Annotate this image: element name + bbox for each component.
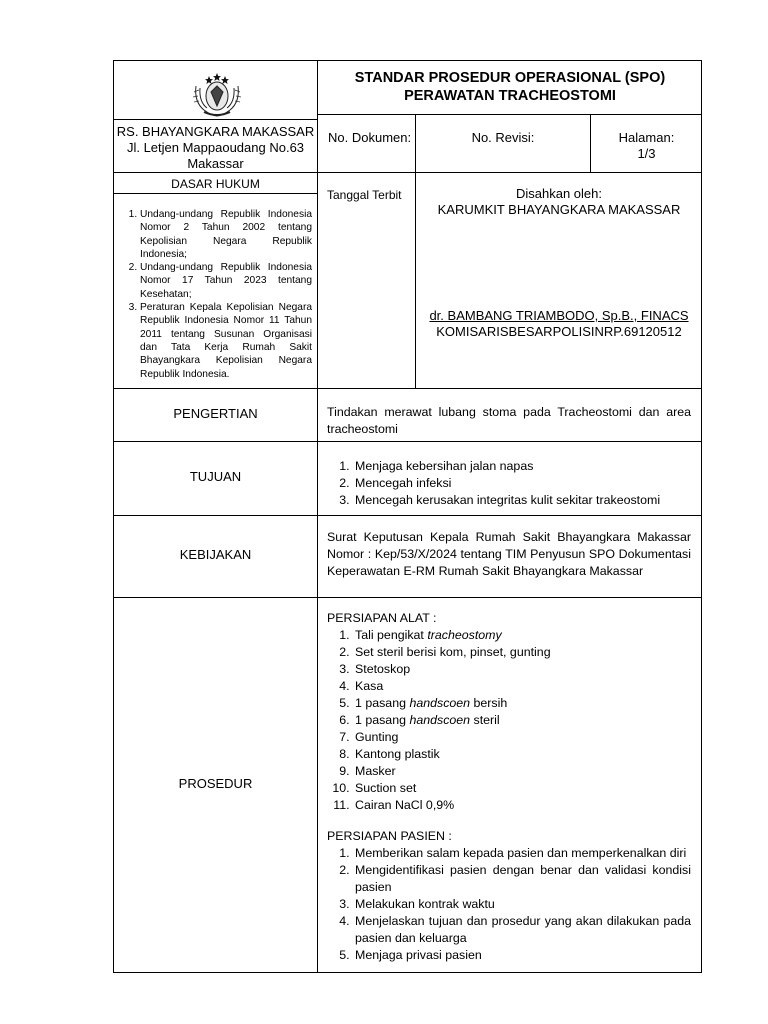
disahkan-org: KARUMKIT BHAYANGKARA MAKASSAR [437,202,681,217]
kebijakan-label: KEBIJAKAN [179,547,252,562]
persiapan-alat-item: 5. 1 pasang handscoen bersih [353,695,691,712]
persiapan-alat-item: 4. Kasa [353,678,691,695]
persiapan-alat-item: 11. Cairan NaCl 0,9% [353,797,691,814]
persiapan-alat-list [327,627,691,814]
persiapan-alat-item: 6. 1 pasang handscoen steril [353,712,691,729]
dasar-hukum-item: 1. Undang-undang Republik Indonesia Nomor 2 Tahun 2002 tentang Kepolisian Negara Republik Indonesia; [140,208,312,261]
persiapan-pasien-item: 5. Menjaga privasi pasien [353,947,691,964]
tujuan-item: 1. Menjaga kebersihan jalan napas [353,458,691,475]
persiapan-alat-item: 2. Set steril berisi kom, pinset, gunting [353,644,691,661]
pengertian-text: Tindakan merawat lubang stoma pada Tracheostomi dan area tracheostomi [327,405,691,436]
approval-block [416,186,702,218]
persiapan-alat-heading: PERSIAPAN ALAT : [327,611,437,625]
rule-tujuan [113,441,702,442]
rule-pengertian [113,388,702,389]
signer-name: dr. BAMBANG TRIAMBODO, Sp.B., FINACS [429,308,689,323]
signer-rank: KOMISARISBESARPOLISINRP.69120512 [436,324,682,339]
persiapan-alat-item: 1. Tali pengikat tracheostomy [353,627,691,644]
dasar-hukum-list [114,208,312,381]
tanggal-terbit-label: Tanggal Terbit [327,188,402,202]
signer-block [416,308,702,340]
persiapan-pasien-item: 3. Melakukan kontrak waktu [353,896,691,913]
halaman-label: Halaman: [618,130,675,145]
persiapan-alat-item: 3. Stetoskop [353,661,691,678]
tujuan-item: 2. Mencegah infeksi [353,475,691,492]
rule-meta-v1 [415,114,416,389]
persiapan-pasien-item: 1. Memberikan salam kepada pasien dan memperkenalkan diri [353,845,691,862]
title-line-2: PERAWATAN TRACHEOSTOMI [404,88,616,104]
halaman-box [591,130,702,162]
hospital-info [114,124,317,172]
rule-logo [113,119,318,120]
tujuan-list [327,458,691,509]
rule-kebijakan [113,515,702,516]
rule-meta [113,172,702,173]
persiapan-pasien-item: 4. Menjelaskan tujuan dan prosedur yang akan dilakukan pada pasien dan keluarga [353,913,691,947]
document-title [318,69,702,105]
persiapan-pasien-item: 2. Mengidentifikasi pasien dengan benar dan validasi kondisi pasien [353,862,691,896]
dasar-hukum-item: 3. Peraturan Kepala Kepolisian Negara Republik Indonesia Nomor 11 Tahun 2011 tentang Susunan Organisasi dan Tata Kerja Rumah Sakit Bhayangkara Kepolisian Negara Republik Indonesia. [140,301,312,381]
column-divider [317,60,318,973]
no-dokumen-label: No. Dokumen: [328,130,412,145]
hospital-city: Makassar [187,156,244,171]
dasar-hukum-label: DASAR HUKUM [171,177,260,191]
halaman-value: 1/3 [637,146,656,161]
persiapan-alat-item: 9. Masker [353,763,691,780]
persiapan-alat-item: 10. Suction set [353,780,691,797]
rule-dasar-label [113,193,318,194]
title-line-1: STANDAR PROSEDUR OPERASIONAL (SPO) [354,70,666,86]
rule-title [317,114,702,115]
prosedur-content [327,610,691,964]
persiapan-alat-item: 7. Gunting [353,729,691,746]
rule-prosedur [113,597,702,598]
persiapan-pasien-list [327,845,691,964]
persiapan-pasien-heading: PERSIAPAN PASIEN : [327,829,452,843]
kebijakan-text: Surat Keputusan Kepala Rumah Sakit Bhayangkara Makassar Nomor : Kep/53/X/2024 tentang TIM Penyusun SPO Dokumentasi Keperawatan E-RM Rumah Sakit Bhayangkara Makassar [327,530,691,578]
persiapan-alat-item: 8. Kantong plastik [353,746,691,763]
police-emblem-icon [190,72,244,118]
tujuan-item: 3. Mencegah kerusakan integritas kulit sekitar trakeostomi [353,492,691,509]
hospital-name: RS. BHAYANGKARA MAKASSAR [116,124,315,139]
no-revisi-label: No. Revisi: [471,130,535,145]
pengertian-label: PENGERTIAN [173,406,258,421]
prosedur-label: PROSEDUR [178,776,253,791]
disahkan-label: Disahkan oleh: [516,186,602,201]
dasar-hukum-item: 2. Undang-undang Republik Indonesia Nomor 17 Tahun 2023 tentang Kesehatan; [140,261,312,301]
hospital-address: Jl. Letjen Mappaoudang No.63 [126,140,305,155]
tujuan-label: TUJUAN [189,469,242,484]
